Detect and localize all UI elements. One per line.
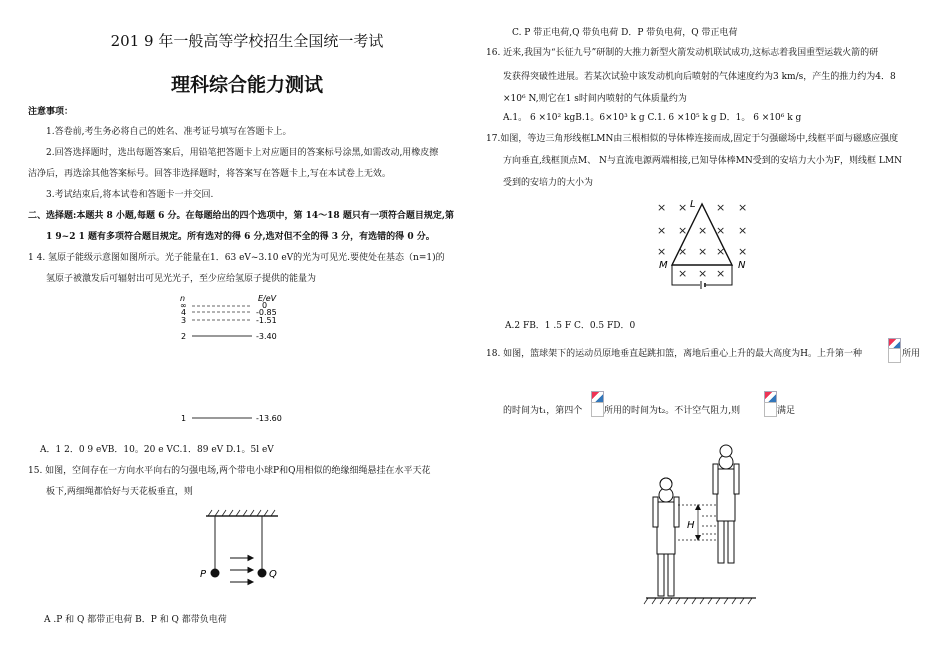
notice-item-3: 3.考试结束后,将本试卷和答题卡一并交回. (46, 190, 214, 200)
q14-options: A．1 2．0 9 eVB．10。20 e VC.1．89 eV D.1。5l eV (40, 445, 274, 455)
diagram-energy-label: E/eV (258, 294, 277, 303)
q18-line-1-tail: 所用 (902, 349, 921, 359)
level-2-energy: -3.40 (256, 332, 277, 341)
svg-text:×: × (698, 267, 708, 280)
level-3-n: 3 (181, 316, 187, 325)
section-2-line-1: 二、选择题:本题共 8 小题,每题 6 分。在每题给出的四个选项中，第 14～18 题只有一项符合题目规定,第 (28, 211, 454, 221)
label-q: Q (269, 569, 277, 580)
svg-text:×: × (738, 201, 748, 214)
level-2-n: 2 (181, 332, 187, 341)
q18-line-2b: 所用的时间为t₂。不计空气阻力,则 (604, 406, 741, 416)
svg-text:×: × (657, 245, 667, 258)
player-jumping (713, 445, 739, 563)
vertex-m: M (659, 260, 668, 271)
exam-title: 201 9 年一般高等学校招生全国统一考试 (110, 32, 384, 50)
formula-placeholder-icon-3 (764, 402, 777, 417)
ground-hatch (644, 598, 752, 604)
notice-item-2-line-2: 洁净后，再选涂其他答案标号。回答非选择题时，将答案写在答题卡上,写在本试卷上无效。 (28, 169, 391, 179)
svg-text:×: × (716, 267, 726, 280)
q16-line-1: 16. 近来,我国为“长征九号”研制的大推力新型火箭发动机联试成功,这标志着我国重型运载火箭的研 (486, 48, 879, 58)
q18-line-2c: 满足 (777, 406, 796, 416)
height-label: H (687, 520, 695, 531)
svg-text:×: × (698, 245, 708, 258)
svg-text:×: × (738, 224, 748, 237)
vertex-l: L (690, 199, 696, 210)
triangle-frame-diagram (652, 197, 762, 297)
q17-line-1: 17.如图，等边三角形线框LMN由三根相似的导体棒连接而成,固定于匀强磁场中,线框平面与磁感应强度 (486, 134, 899, 144)
level-inf-energy: 0 (262, 301, 268, 310)
player-standing (653, 478, 679, 596)
svg-text:×: × (678, 224, 688, 237)
q18-line-2a: 的时间为t₁，第四个 (503, 406, 583, 416)
energy-level-diagram (176, 292, 296, 422)
svg-text:×: × (716, 201, 726, 214)
ball-q (258, 569, 267, 578)
q15-line-1: 15. 如图，空间存在一方向水平向右的匀强电场,两个带电小球P和Q用相似的绝缘细绳悬挂在水平天花 (28, 466, 431, 476)
svg-text:×: × (678, 245, 688, 258)
diagram-n-label: n (180, 294, 186, 303)
notice-heading: 注意事项： (28, 107, 74, 117)
vertex-n: N (738, 260, 746, 271)
svg-text:×: × (716, 245, 726, 258)
svg-text:×: × (678, 267, 688, 280)
level-1-n: 1 (181, 414, 187, 423)
notice-item-1: 1.答卷前,考生务必将自己的姓名、准考证号填写在答题卡上。 (46, 127, 292, 137)
field-arrows (230, 556, 253, 585)
diagram-infinity-label: ∞ (180, 301, 187, 310)
formula-placeholder-icon (888, 348, 901, 363)
svg-text:×: × (698, 224, 708, 237)
notice-item-2-line-1: 2.回答选择题时，选出每题答案后，用铅笔把答题卡上对应题目的答案标号涂黑,如需改动,用橡皮擦 (46, 148, 439, 158)
level-4-energy: -0.85 (256, 308, 277, 317)
basketball-jump-diagram (642, 440, 772, 605)
level-4-n: 4 (181, 308, 187, 317)
q18-line-1: 18. 如图，篮球架下的运动员原地垂直起跳扣篮，离地后重心上升的最大高度为H。上升第一种 (486, 349, 863, 359)
q14-line-1: 1 4. 氢原子能级示意图如图所示。光子能量在1．63 eV~3.10 eV的光为可见光.要使处在基态（n=1)的 (28, 253, 445, 263)
electric-field-diagram (198, 506, 298, 596)
q15-line-2: 板下,两细绳都恰好与天花板垂直，则 (46, 487, 193, 497)
label-p: P (200, 569, 207, 580)
ball-p (211, 569, 220, 578)
q14-line-2: 氢原子被激发后可辐射出可见光光子，至少应给氢原子提供的能量为 (46, 274, 317, 284)
height-marker (678, 505, 718, 540)
formula-placeholder-icon-2 (591, 402, 604, 417)
subject-title: 理科综合能力测试 (170, 74, 323, 96)
q16-options: A.1。 6 ×10² kgB.1。6×10³ k g C.1. 6 ×10⁵ k g D．1。 6 ×10⁶ k g (503, 113, 802, 123)
q17-options: A.2 FB．1 .5 F C．0.5 FD．0 (505, 321, 636, 331)
svg-text:×: × (716, 224, 726, 237)
section-2-line-2: 1 9~2 1 题有多项符合题目规定。所有选对的得 6 分,选对但不全的得 3 分，有选错的得 0 分。 (46, 232, 435, 242)
svg-text:×: × (678, 201, 688, 214)
svg-text:×: × (738, 245, 748, 258)
magnetic-field-crosses (657, 201, 747, 280)
svg-text:×: × (657, 201, 667, 214)
ceiling-hatch (208, 510, 275, 516)
q17-line-3: 受到的安培力的大小为 (503, 178, 594, 188)
level-3-energy: -1.51 (256, 316, 277, 325)
q16-line-2: 发获得突破性进展。若某次试验中该发动机向后喷射的气体速度约为3 km/s，产生的推力约为4．8 (503, 72, 896, 82)
level-1-energy: -13.60 (256, 414, 282, 423)
svg-text:×: × (657, 224, 667, 237)
q16-line-3: ×10⁶ N,则它在1 s时间内喷射的气体质量约为 (503, 94, 687, 104)
q15-options-ab: A .P 和 Q 都带正电荷 B．P 和 Q 都带负电荷 (44, 615, 227, 625)
q17-line-2: 方向垂直,线框顶点M、 N与直流电源两端相接,已知导体棒MN受到的安培力大小为F，则线框 LMN (503, 156, 902, 166)
q15-options-cd: C. P 带正电荷,Q 带负电荷 D．P 带负电荷，Q 带正电荷 (512, 28, 738, 38)
